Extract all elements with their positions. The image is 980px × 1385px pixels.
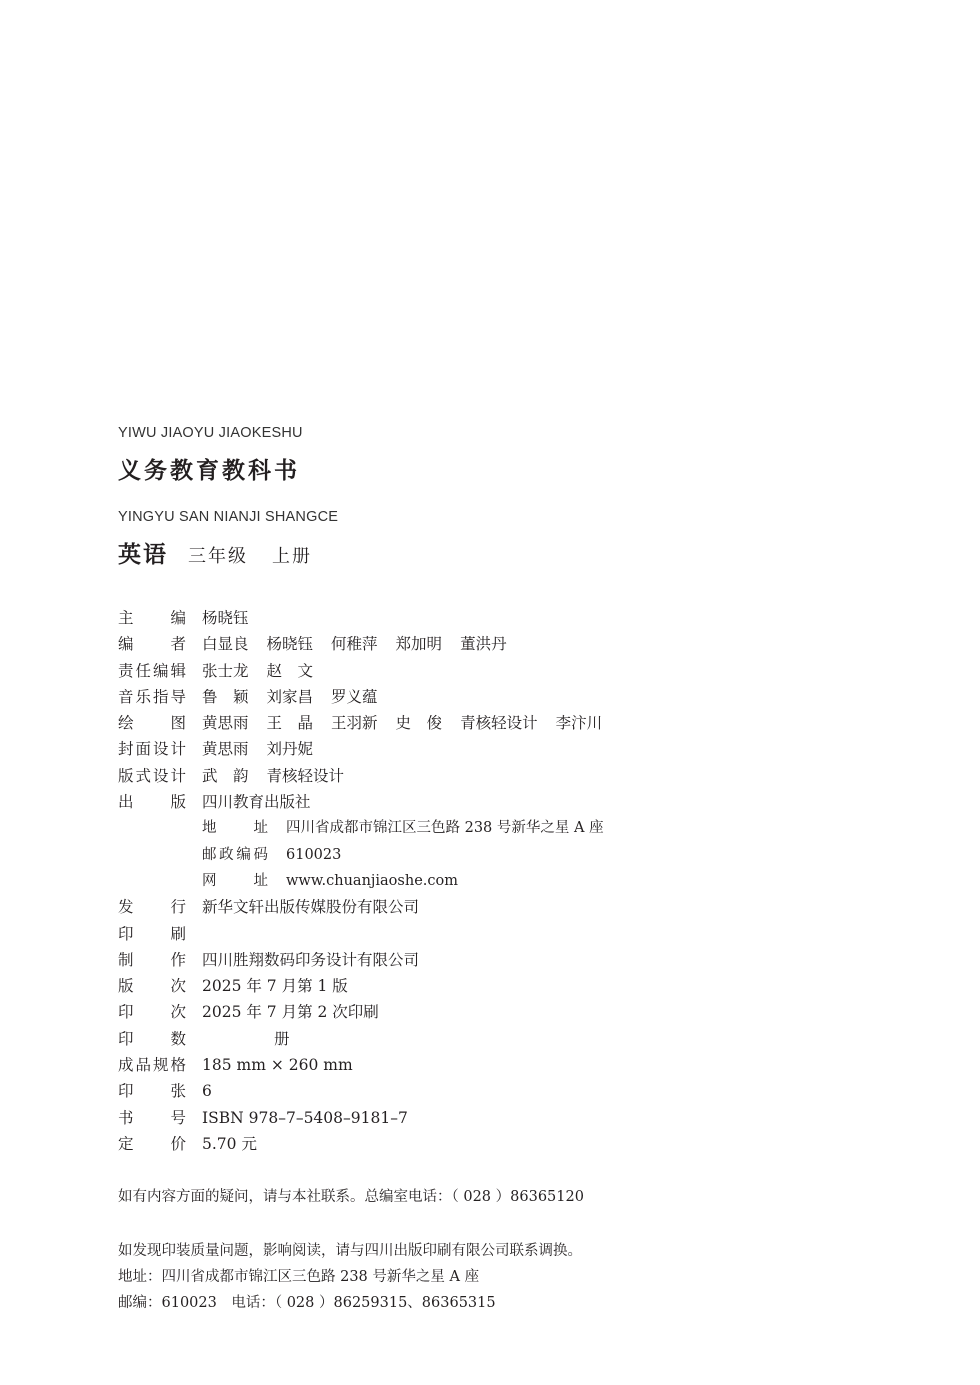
- credit-row: [118, 1131, 620, 1157]
- publisher-postcode: [118, 842, 620, 868]
- credit-value: 四川教育出版社: [202, 793, 311, 812]
- printer-contact: 邮编：610023 电话：（ 028 ）86259315、86365315: [118, 1295, 496, 1311]
- credit-label: 封面设计: [118, 740, 186, 759]
- book-grade: 三年级: [188, 546, 248, 567]
- credit-row: [118, 921, 620, 947]
- credit-label: 发行: [118, 898, 186, 917]
- credit-row: [118, 684, 620, 710]
- credit-value: 185 mm × 260 mm: [202, 1056, 353, 1075]
- credit-value: 新华文轩出版传媒股份有限公司: [202, 898, 420, 917]
- credit-value: 董洪丹: [460, 635, 507, 654]
- credit-label: 邮政编码: [202, 846, 268, 863]
- credit-value: 2025 年 7 月第 2 次印刷: [202, 1003, 379, 1022]
- credit-label: 主编: [118, 609, 186, 627]
- credit-label: 成品规格: [118, 1056, 186, 1075]
- credit-row: [118, 973, 620, 999]
- credit-row: [118, 1052, 620, 1078]
- credit-value: 鲁 颖: [202, 687, 249, 706]
- credit-value: 黄思雨: [202, 714, 249, 733]
- credit-label: 印刷: [118, 924, 186, 943]
- credit-label: 出版: [118, 793, 186, 812]
- credit-value: 杨晓钰: [266, 635, 314, 654]
- credit-value: 武 韵: [202, 766, 249, 785]
- credit-value: 610023: [286, 846, 342, 863]
- credit-value: 张士龙: [202, 661, 249, 680]
- credit-row: [118, 605, 620, 631]
- credit-row: [118, 947, 620, 973]
- credit-label: 书号: [118, 1108, 186, 1127]
- credit-value: 史 俊: [395, 714, 443, 733]
- series-title: 义务教育教科书: [118, 458, 300, 484]
- credit-value: 四川胜翔数码印务设计有限公司: [202, 950, 420, 969]
- credit-row: [118, 1026, 620, 1052]
- credit-value: 何稚萍: [331, 635, 378, 654]
- credit-label: 印次: [118, 1003, 186, 1022]
- printer-address: 地址：四川省成都市锦江区三色路 238 号新华之星 A 座: [118, 1269, 480, 1285]
- credit-row: [118, 763, 620, 789]
- credit-label: 定价: [118, 1134, 186, 1153]
- credit-value: 白显良: [202, 635, 249, 654]
- credit-label: 印张: [118, 1082, 186, 1101]
- credit-label: 绘图: [118, 714, 186, 733]
- publisher-website: [118, 868, 620, 894]
- credit-value: 青核轻设计: [460, 714, 538, 733]
- credit-value: 罗义蕴: [331, 687, 378, 706]
- credit-value: 郑加明: [395, 635, 443, 654]
- credit-row: [118, 999, 620, 1025]
- book-volume: 上册: [272, 546, 312, 567]
- credit-value: 王 晶: [266, 714, 314, 733]
- credit-value: 5.70 元: [202, 1134, 257, 1153]
- credit-value: 赵 文: [266, 661, 314, 680]
- credit-value: 6: [202, 1082, 212, 1101]
- credit-value: 刘家昌: [266, 687, 314, 706]
- credit-value: www.chuanjiaoshe.com: [286, 872, 458, 889]
- credit-row: [118, 710, 620, 736]
- credit-label: 音乐指导: [118, 687, 186, 706]
- credit-value: 刘丹妮: [266, 740, 314, 759]
- book-subject: 英语: [118, 542, 168, 568]
- credit-label: 印数: [118, 1029, 186, 1048]
- credit-value: 青核轻设计: [266, 766, 345, 785]
- series-pinyin: YIWU JIAOYU JIAOKESHU: [118, 425, 303, 441]
- credit-row: [118, 894, 620, 920]
- credit-value: 王羽新: [331, 714, 378, 733]
- credit-value: 黄思雨: [202, 740, 249, 759]
- credit-label: 责任编辑: [118, 661, 186, 680]
- book-title: [118, 536, 312, 569]
- credit-row: [118, 658, 620, 684]
- credit-label: 版式设计: [118, 766, 186, 785]
- credit-label: 版次: [118, 977, 186, 996]
- credits-list: [118, 605, 620, 1157]
- credit-value: 四川省成都市锦江区三色路 238 号新华之星 A 座: [286, 820, 604, 837]
- credit-row: [118, 1105, 620, 1131]
- book-pinyin: YINGYU SAN NIANJI SHANGCE: [118, 509, 339, 525]
- credit-value: 李汴川: [555, 714, 603, 733]
- credit-value: 册: [274, 1029, 290, 1048]
- credit-label: 编者: [118, 635, 186, 654]
- credit-label: 制作: [118, 950, 186, 969]
- credit-label: 地址: [202, 820, 268, 837]
- credit-row: [118, 631, 620, 657]
- credit-value: 杨晓钰: [202, 609, 249, 627]
- credit-row: [118, 1078, 620, 1104]
- quality-issue-notice: 如发现印装质量问题，影响阅读，请与四川出版印刷有限公司联系调换。: [118, 1243, 582, 1259]
- credit-row: [118, 789, 620, 815]
- publisher-address: [118, 815, 620, 841]
- content-query-notice: 如有内容方面的疑问，请与本社联系。总编室电话：（ 028 ）86365120: [118, 1189, 584, 1205]
- credit-value: 2025 年 7 月第 1 版: [202, 977, 348, 996]
- credit-label: 网址: [202, 872, 268, 889]
- credit-value: ISBN 978–7–5408–9181–7: [202, 1108, 408, 1127]
- credit-row: [118, 736, 620, 762]
